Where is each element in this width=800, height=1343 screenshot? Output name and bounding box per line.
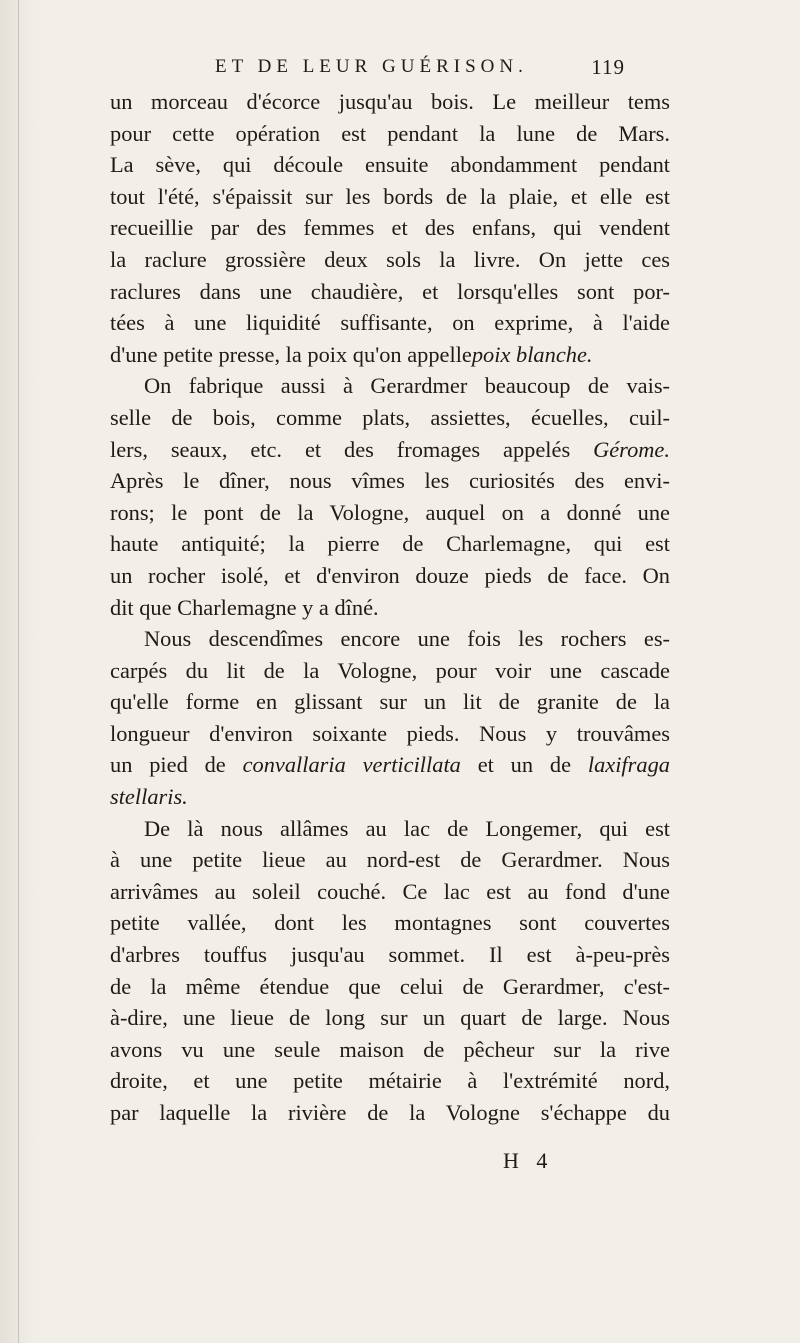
text-line: à-dire, une lieue de long sur un quart de large. Nous <box>110 1005 670 1031</box>
text-line <box>110 339 670 371</box>
text-line <box>110 781 670 813</box>
text-line: avons vu une seule maison de pêcheur sur la rive <box>110 1036 670 1062</box>
text-line: selle de bois, comme plats, assiettes, écuelles, cuil- <box>110 404 670 430</box>
text-segment: d'une petite presse, la poix qu'on appelle <box>110 341 472 367</box>
text-line: un morceau d'écorce jusqu'au bois. Le meilleur tems <box>110 89 670 114</box>
text-line: qu'elle forme en glissant sur un lit de granite de la <box>110 689 670 715</box>
text-line: petite vallée, dont les montagnes sont couvertes <box>110 910 670 936</box>
text-line: droite, et une petite métairie à l'extrémité nord, <box>110 1068 670 1094</box>
text-line: arrivâmes au soleil couché. Ce lac est au fond d'une <box>110 878 670 904</box>
text-segment: lers, seaux, etc. et des fromages appelés <box>110 436 571 462</box>
text-line <box>110 749 670 781</box>
text-line: carpés du lit de la Vologne, pour voir une cascade <box>110 657 670 683</box>
text-line: pour cette opération est pendant la lune de Mars. <box>110 120 670 146</box>
text-line: De là nous allâmes au lac de Longemer, qui est <box>144 815 670 841</box>
text-line: d'arbres touffus jusqu'au sommet. Il est à-peu-près <box>110 942 670 968</box>
text-segment: et un de <box>477 752 572 778</box>
text-line: raclures dans une chaudière, et lorsqu'elles sont por- <box>110 278 670 304</box>
italic-term: convallaria verticillata <box>242 752 461 778</box>
text-line: On fabrique aussi à Gerardmer beaucoup de vais- <box>144 373 670 399</box>
text-line: de la même étendue que celui de Gerardmer, c'est- <box>110 973 670 999</box>
text-line: haute antiquité; la pierre de Charlemagne, qui est <box>110 531 670 557</box>
italic-term: poix blanche. <box>471 341 593 367</box>
text-line: Nous descendîmes encore une fois les rochers es- <box>144 626 670 652</box>
text-line: Après le dîner, nous vîmes les curiosités des envi- <box>110 468 670 494</box>
italic-term: laxifraga <box>587 752 670 778</box>
page-header <box>215 56 625 86</box>
text-line: rons; le pont de la Vologne, auquel on a donné une <box>110 499 670 525</box>
text-line: recueillie par des femmes et des enfans, qui vendent <box>110 215 670 241</box>
text-segment: un pied de <box>110 752 226 778</box>
text-line: dit que Charlemagne y a dîné. <box>110 594 379 620</box>
italic-term: Gérome. <box>593 436 670 462</box>
binding-line <box>18 0 19 1343</box>
text-line: La sève, qui découle ensuite abondamment pendant <box>110 152 670 178</box>
signature-mark: H 4 <box>503 1148 554 1173</box>
text-line: la raclure grossière deux sols la livre. On jette ces <box>110 246 670 272</box>
text-line: par laquelle la rivière de la Vologne s'échappe du <box>110 1100 670 1125</box>
page-number: 119 <box>591 55 625 79</box>
text-line <box>110 434 670 466</box>
text-line: à une petite lieue au nord-est de Gerardmer. Nous <box>110 847 670 873</box>
text-line: un rocher isolé, et d'environ douze pieds de face. On <box>110 562 670 588</box>
text-line: tées à une liquidité suffisante, on exprime, à l'aide <box>110 310 670 336</box>
text-line: tout l'été, s'épaissit sur les bords de la plaie, et elle est <box>110 183 670 209</box>
text-line: longueur d'environ soixante pieds. Nous y trouvâmes <box>110 720 670 746</box>
italic-term: stellaris. <box>110 784 188 810</box>
running-head: ET DE LEUR GUÉRISON. <box>215 56 528 77</box>
body-text <box>110 86 670 1129</box>
